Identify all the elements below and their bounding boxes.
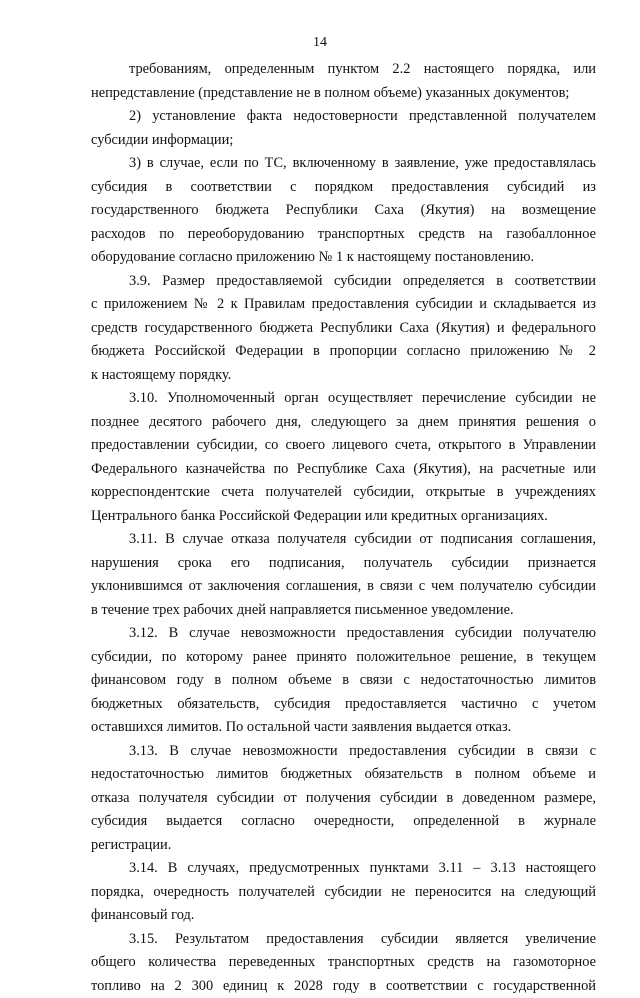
text-line: 3) в случае, если по ТС, включенному в заявление, уже предоставлялась: [91, 152, 596, 176]
text-line: 3.9. Размер предоставляемой субсидии определяется в соответствии: [91, 270, 596, 294]
paragraph: [91, 152, 596, 270]
page-number: 14: [0, 35, 640, 51]
text-line: недостаточностью лимитов бюджетных обязательств в полном объеме и: [91, 763, 596, 787]
text-line: непредставление (представление не в полном объеме) указанных документов;: [91, 82, 596, 106]
text-line: бюджетных обязательств, субсидия предоставляется частично с учетом: [91, 693, 596, 717]
text-line: 2) установление факта недостоверности представленной получателем: [91, 105, 596, 129]
text-line: бюджета Российской Федерации в пропорции согласно приложению № 2: [91, 340, 596, 364]
paragraph: [91, 528, 596, 622]
text-line: регистрации.: [91, 834, 596, 858]
text-line: требованиям, определенным пунктом 2.2 настоящего порядка, или: [91, 58, 596, 82]
paragraph: [91, 387, 596, 528]
text-line: в течение трех рабочих дней направляется письменное уведомление.: [91, 599, 596, 623]
text-line: субсидия в соответствии с порядком предоставления субсидий из: [91, 176, 596, 200]
text-line: оставшихся лимитов. По остальной части заявления выдается отказ.: [91, 716, 596, 740]
text-line: 3.15. Результатом предоставления субсидии является увеличение: [91, 928, 596, 952]
text-line: отказа получателя субсидии от получения субсидии в доведенном размере,: [91, 787, 596, 811]
text-line: топливо на 2 300 единиц к 2028 году в соответствии с государственной: [91, 975, 596, 998]
text-line: 3.11. В случае отказа получателя субсидии от подписания соглашения,: [91, 528, 596, 552]
text-line: 3.14. В случаях, предусмотренных пунктами 3.11 – 3.13 настоящего: [91, 857, 596, 881]
text-line: с приложением № 2 к Правилам предоставления субсидии и складывается из: [91, 293, 596, 317]
paragraph: [91, 740, 596, 858]
text-line: субсидии информации;: [91, 129, 596, 153]
text-line: 3.13. В случае невозможности предоставления субсидии в связи с: [91, 740, 596, 764]
text-line: Федерального казначейства по Республике Саха (Якутия), на расчетные или: [91, 458, 596, 482]
text-line: 3.10. Уполномоченный орган осуществляет перечисление субсидии не: [91, 387, 596, 411]
text-line: предоставлении субсидии, со своего лицевого счета, открытого в Управлении: [91, 434, 596, 458]
text-line: нарушения срока его подписания, получатель субсидии признается: [91, 552, 596, 576]
text-line: финансовом году в полном объеме в связи с недостаточностью лимитов: [91, 669, 596, 693]
text-line: субсидии, по которому ранее принято положительное решение, в текущем: [91, 646, 596, 670]
text-line: государственного бюджета Республики Саха (Якутия) на возмещение: [91, 199, 596, 223]
text-line: Центрального банка Российской Федерации или кредитных организациях.: [91, 505, 596, 529]
paragraph: [91, 857, 596, 928]
text-line: расходов по переоборудованию транспортных средств на газобаллонное: [91, 223, 596, 247]
paragraph: [91, 928, 596, 998]
text-line: общего количества переведенных транспортных средств на газомоторное: [91, 951, 596, 975]
paragraph: [91, 58, 596, 105]
paragraph: [91, 105, 596, 152]
text-line: уклонившимся от заключения соглашения, в связи с чем получателю субсидии: [91, 575, 596, 599]
text-line: средств государственного бюджета Республики Саха (Якутия) и федерального: [91, 317, 596, 341]
document-body: [91, 58, 596, 998]
text-line: позднее десятого рабочего дня, следующего за днем принятия решения о: [91, 411, 596, 435]
paragraph: [91, 270, 596, 388]
text-line: субсидия выдается согласно очередности, определенной в журнале: [91, 810, 596, 834]
text-line: финансовый год.: [91, 904, 596, 928]
paragraph: [91, 622, 596, 740]
text-line: оборудование согласно приложению № 1 к настоящему постановлению.: [91, 246, 596, 270]
text-line: 3.12. В случае невозможности предоставления субсидии получателю: [91, 622, 596, 646]
text-line: корреспондентские счета получателей субсидии, открытые в учреждениях: [91, 481, 596, 505]
text-line: к настоящему порядку.: [91, 364, 596, 388]
text-line: порядка, очередность получателей субсидии не переносится на следующий: [91, 881, 596, 905]
